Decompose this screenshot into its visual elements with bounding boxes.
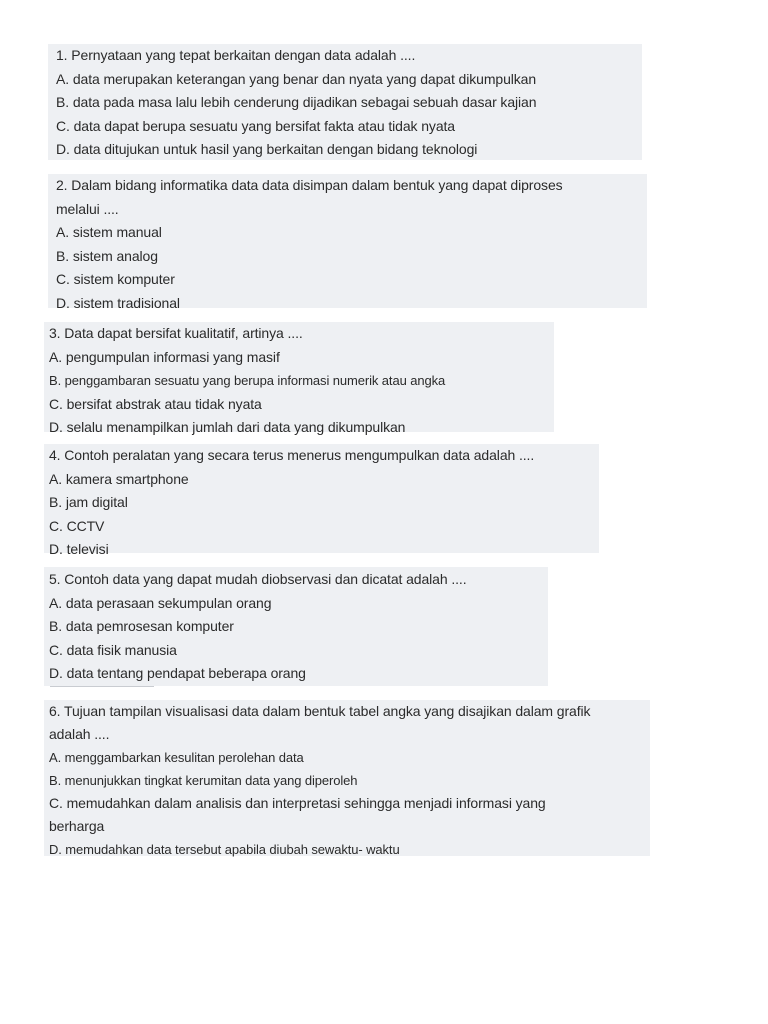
answer-option-b: B. data pemrosesan komputer <box>49 618 234 634</box>
answer-option-a: A. data merupakan keterangan yang benar dan nyata yang dapat dikumpulkan <box>56 70 537 87</box>
question-block-3 <box>44 322 554 435</box>
question-block-2 <box>48 174 647 311</box>
answer-option-b: B. menunjukkan tingkat kerumitan data yang diperoleh <box>49 773 358 788</box>
question-text: 5. Contoh data yang dapat mudah diobservasi dan dicatat adalah .... <box>49 571 467 587</box>
question-block-6 <box>44 700 650 856</box>
answer-option-a: A. kamera smartphone <box>49 470 189 487</box>
question-block-1 <box>48 44 642 160</box>
question-text: 2. Dalam bidang informatika data data disimpan dalam bentuk yang dapat diproses <box>56 177 563 193</box>
answer-option-c: C. data dapat berupa sesuatu yang bersifat fakta atau tidak nyata <box>56 117 455 134</box>
answer-option-b: B. sistem analog <box>56 247 158 264</box>
answer-option-d: D. data tentang pendapat beberapa orang <box>49 665 306 681</box>
answer-option-c: C. sistem komputer <box>56 271 175 287</box>
answer-option-d: D. memudahkan data tersebut apabila diubah sewaktu- waktu <box>49 842 400 857</box>
question-text: 1. Pernyataan yang tepat berkaitan dengan data adalah .... <box>56 47 416 63</box>
answer-option-d: D. selalu menampilkan jumlah dari data yang dikumpulkan <box>49 419 406 435</box>
answer-option-b: B. penggambaran sesuatu yang berupa informasi numerik atau angka <box>49 373 446 388</box>
question-text: 4. Contoh peralatan yang secara terus menerus mengumpulkan data adalah .... <box>49 447 535 463</box>
answer-option-a: A. pengumpulan informasi yang masif <box>49 348 280 365</box>
question-text: 3. Data dapat bersifat kualitatif, artinya .... <box>49 325 303 341</box>
answer-option-a: A. data perasaan sekumpulan orang <box>49 594 272 611</box>
answer-option-a: A. menggambarkan kesulitan perolehan data <box>49 750 304 765</box>
answer-option-d: D. data ditujukan untuk hasil yang berkaitan dengan bidang teknologi <box>56 141 478 157</box>
answer-option-c: C. data fisik manusia <box>49 641 177 658</box>
answer-option-c: C. CCTV <box>49 517 105 534</box>
answer-option-c-continued: berharga <box>49 818 105 834</box>
question-text: 6. Tujuan tampilan visualisasi data dalam bentuk tabel angka yang disajikan dalam grafik <box>49 703 591 719</box>
answer-option-d: D. televisi <box>49 541 109 557</box>
answer-option-c: C. memudahkan dalam analisis dan interpretasi sehingga menjadi informasi yang <box>49 795 546 811</box>
question-text-continued: adalah .... <box>49 726 110 742</box>
answer-option-a: A. sistem manual <box>56 224 162 240</box>
question-block-4 <box>44 444 599 557</box>
divider <box>50 686 154 687</box>
answer-option-c: C. bersifat abstrak atau tidak nyata <box>49 395 262 412</box>
answer-option-d: D. sistem tradisional <box>56 294 180 311</box>
question-text-continued: melalui .... <box>56 200 119 217</box>
answer-option-b: B. data pada masa lalu lebih cenderung dijadikan sebagai sebuah dasar kajian <box>56 94 537 110</box>
answer-option-b: B. jam digital <box>49 494 128 510</box>
question-block-5 <box>44 567 548 686</box>
